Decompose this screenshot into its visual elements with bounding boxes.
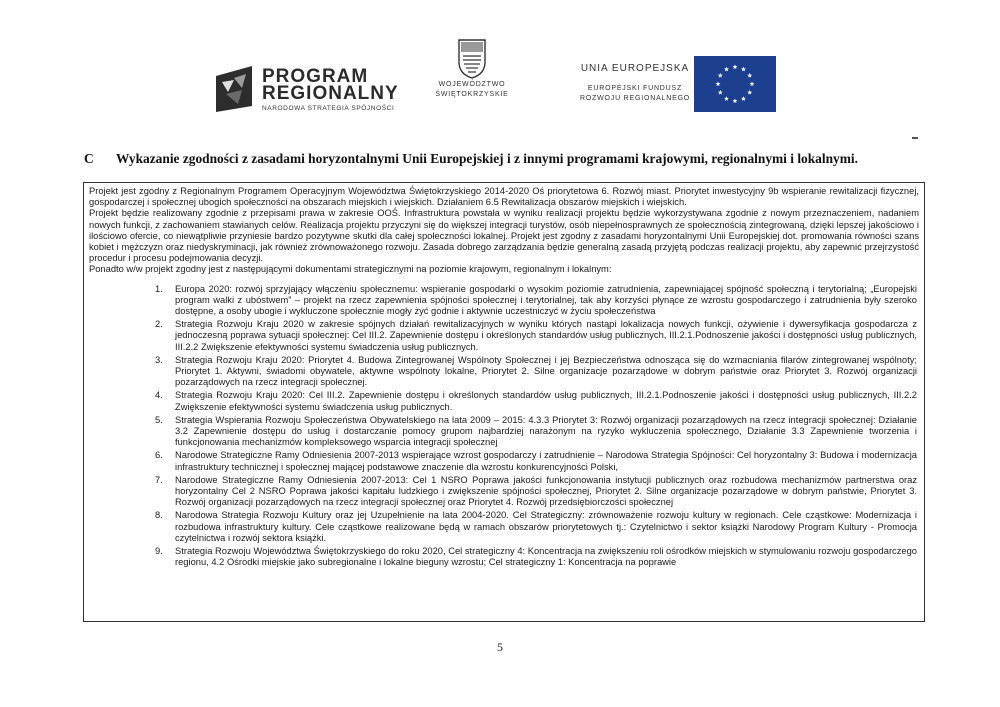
paragraph-rpo: Projekt jest zgodny z Regionalnym Programem Operacyjnym Województwa Świętokrzyskiego 2014-2020 Oś priorytetowa 6. Rozwój miast. Priorytet inwestycyjny 9b wspieranie rewitalizacji fizycznej, gospodarczej i społecznej ubogich społeczności na obszarach miejskich i wiejskich. Działaniem 6.5 Rewitalizacja obszarów miejskich i wiejskich. (89, 186, 919, 208)
list-item-number: 8. (155, 510, 163, 521)
list-item-number: 6. (155, 450, 163, 461)
list-item-number: 4. (155, 390, 163, 401)
list-item-text: Strategia Rozwoju Kraju 2020: Priorytet 4. Budowa Zintegrowanej Wspólnoty Społecznej i jej Bezpieczeństwa odnosząca się do wzmacniania filarów zintegrowanej wspólnoty; Priorytet 1. Aktywni, świadomi obywatele, aktywne wspólnoty lokalne, Priorytet 2. Silne organizacje pozarządowe w dobrym państwie oraz Priorytet 3. Rozwój organizacji pozarządowych na rzecz integracji społecznej. (175, 354, 917, 388)
wojewodztwo-logo (428, 38, 516, 120)
list-item-text: Narodowe Strategiczne Ramy Odniesienia 2007-2013 wspierające wzrost gospodarczy i zatrudnienie – Narodowa Strategia Spójności: Cel horyzontalny 3: Budowa i modernizacja infrastruktury technicznej i społecznej mającej podstawowe znaczenie dla wzrostu konkurencyjności Polski, (175, 450, 917, 472)
list-item-text: Strategia Rozwoju Kraju 2020 w zakresie spójnych działań rewitalizacyjnych w wyniku których nastąpi lokalizacja nowych funkcji, ożywienie i dywersyfikacja gospodarcza z jednoczesną poprawa sytuacji społecznej: Cel III.2. Zapewnienie dostępu i określonych standardów usług publicznych, III.2.1.Podnoszenie jakości i dostępności usług publicznych, III.2.2 Zwiększenie efektywności systemu świadczenia usług publicznych. (175, 319, 917, 352)
program-regionalny-line1: PROGRAM (262, 66, 369, 87)
unia-title: UNIA EUROPEJSKA (580, 63, 690, 74)
list-item-number: 3. (155, 354, 163, 365)
list-item (89, 390, 919, 412)
program-regionalny-subtitle: NARODOWA STRATEGIA SPÓJNOŚCI (262, 105, 395, 112)
list-item (89, 475, 919, 509)
program-regionalny-logo (212, 60, 432, 120)
wojewodztwo-line2: ŚWIĘTOKRZYSKIE (435, 91, 509, 98)
list-item-text: Strategia Rozwoju Województwa Świętokrzyskiego do roku 2020, Cel strategiczny 4: Koncentracja na zwiększeniu roli ośrodków miejskich w stymulowaniu rozwoju gospodarczego regionu, 4.2 Ośrodki miejskie jako subregionalne i lokalne bieguny wzrostu; Cel strategiczny 1: Koncentracja na poprawie (175, 546, 917, 568)
paragraph-oos: Projekt będzie realizowany zgodnie z przepisami prawa w zakresie OOŚ. Infrastruktura powstała w wyniku realizacji projektu będzie wykorzystywana zgodnie z nowym przeznaczeniem, nadaniem nowych funkcji, z zachowaniem stawianych celów. Realizacja projektu przyczyni się do większej integracji turystów, osób niepełnosprawnych ze społecznością zintegrowaną, dzięki lepszej jakościowo i ilościowo ofercie, co niewątpliwie przyniesie bardzo pozytywne skutki dla całej społeczności lokalnej. Projekt jest zgodny z zasadami horyzontalnymi Unii Europejskiej dot. promowania równości szans kobiet i mężczyzn oraz niedyskryminacji, jak również zrównoważonego rozwoju. Zasada dobrego zarządzania będzie generalną zasadą przyjętą podczas realizacji projektu, aby zapewnić przejrzystość procedur i procesu podejmowania decyzji. (89, 208, 919, 264)
wojewodztwo-line1: WOJEWÓDZTWO (438, 81, 506, 88)
list-item (89, 546, 919, 568)
scan-mark (912, 137, 918, 139)
unia-europejska-logo (570, 52, 970, 122)
list-item-number: 1. (155, 283, 163, 294)
section-letter: C (84, 151, 94, 166)
paragraph-intro-list: Ponadto w/w projekt zgodny jest z następującymi dokumentami strategicznymi na poziomie krajowym, regionalnym i lokalnym: (89, 264, 612, 275)
logo-header (0, 30, 1000, 120)
list-item (89, 415, 919, 449)
content-box (83, 182, 925, 622)
list-item-text: Narodowe Strategiczne Ramy Odniesienia 2007-2013: Cel 1 NSRO Poprawa jakości funkcjonowania instytucji publicznych oraz rozbudowa mechanizmów partnerstwa oraz horyzontalny Cel 2 NSRO Poprawa jakości kapitału ludzkiego i zwiększenie spójności społecznej, Priorytet 2. Silne organizacje pozarządowe w dobrym państwie, Priorytet 3. Rozwój organizacji pozarządowych na rzecz integracji społecznej oraz Priorytet 4. Rozwój przedsiębiorczości społecznej (175, 474, 917, 508)
unia-fund-line2: ROZWOJU REGIONALNEGO (579, 95, 691, 102)
eu-flag-icon (694, 56, 776, 112)
program-regionalny-line2: REGIONALNY (262, 83, 399, 104)
list-item-number: 9. (155, 546, 163, 557)
list-item-number: 7. (155, 474, 163, 485)
program-regionalny-mark-icon (212, 62, 256, 114)
list-item (89, 284, 919, 318)
section-title: Wykazanie zgodności z zasadami horyzontalnymi Unii Europejskiej i z innymi programami krajowymi, regionalnymi i lokalnymi. (116, 151, 858, 166)
wojewodztwo-crest-icon (457, 38, 487, 80)
unia-fund-line1: EUROPEJSKI FUNDUSZ (587, 85, 683, 92)
list-item-number: 5. (155, 414, 163, 425)
section-heading (84, 151, 964, 167)
list-item-text: Strategia Rozwoju Kraju 2020: Cel III.2. Zapewnienie dostępu i określonych standardów usług publicznych, III.2.1.Podnoszenie jakości i dostępności usług publicznych, III.2.2 Zwiększenie efektywności systemu świadczenia usług publicznych. (175, 390, 917, 412)
list-item-number: 2. (155, 319, 163, 330)
list-item (89, 355, 919, 389)
list-item-text: Europa 2020: rozwój sprzyjający włączeniu społecznemu: wspieranie gospodarki o wysokim poziomie zatrudnienia, zapewniającej spójność społeczną i terytorialną; „Europejski program walki z ubóstwem” – projekt na rzecz zapewnienia spójności społecznej i terytorialnej, tak aby korzyści płynące ze wzrostu gospodarczego i zatrudnienia były szeroko dostępne, a osoby ubogie i wykluczone społecznie mogły żyć godnie i aktywnie uczestniczyć w życiu społeczeństwa (175, 283, 917, 317)
list-item-text: Narodowa Strategia Rozwoju Kultury oraz jej Uzupełnienie na lata 2004-2020. Cel Strategiczny: zrównoważenie rozwoju kultury w regionach. Cele cząstkowe: Modernizacja i rozbudowa infrastruktury kultury. Cele cząstkowe realizowane będą w ramach obszarów priorytetowych tj.: Czytelnictwo i sektor książki Narodowy Program Kultury - Promocja czytelnictwa i rozwój sektora książki. (175, 510, 917, 543)
list-item (89, 510, 919, 544)
list-item (89, 319, 919, 353)
list-item-text: Strategia Wspierania Rozwoju Społeczeństwa Obywatelskiego na lata 2009 – 2015: 4.3.3 Priorytet 3: Rozwój organizacji pozarządowych na rzecz integracji społecznej: Działanie 3.2 Zapewnienie dostępu do usług i dostarczanie pomocy grupom najbardziej narażonym na ryzyko wykluczenia społecznego, Działanie 3.3 Zapewnienie tworzenia i funkcjonowania mechanizmów kompleksowego wsparcia integracji społecznej (175, 414, 917, 448)
page-number: 5 (497, 640, 503, 654)
strategy-list (89, 284, 919, 569)
list-item (89, 450, 919, 472)
